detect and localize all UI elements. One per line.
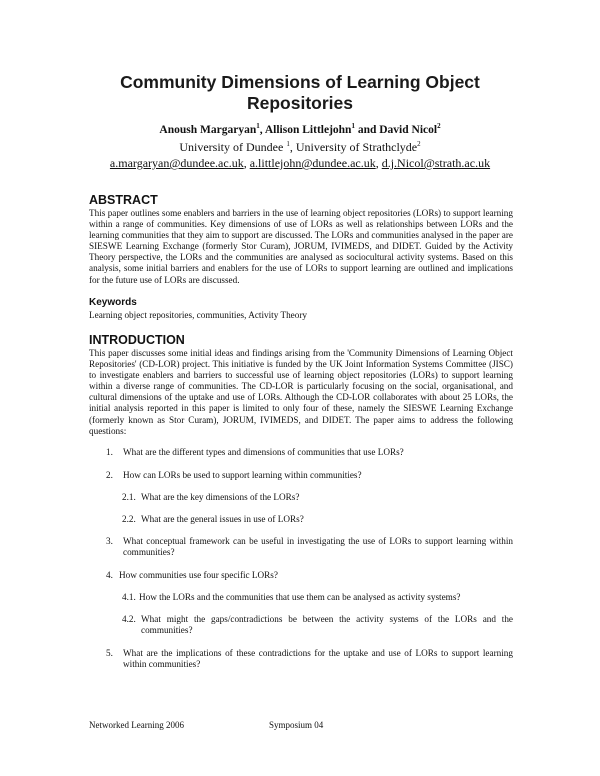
abstract-heading: ABSTRACT [89, 193, 158, 207]
author-affiliation-mark: 1 [256, 122, 260, 131]
affiliation-line [60, 140, 540, 155]
question-text: What are the key dimensions of the LORs? [141, 492, 300, 502]
question-number: 3. [106, 536, 113, 546]
email-link[interactable]: a.margaryan@dundee.ac.uk [109, 156, 244, 170]
author-separator: and [354, 124, 380, 136]
question-text: How can LORs be used to support learning within communities? [123, 470, 362, 480]
question-item [106, 570, 513, 581]
question-number: 4.2. [122, 614, 136, 624]
author-name: Allison Littlejohn [264, 124, 352, 136]
introduction-heading: INTRODUCTION [89, 333, 185, 347]
question-item [122, 492, 513, 503]
question-item [122, 592, 513, 603]
author-affiliation-mark: 2 [437, 122, 441, 131]
email-separator: , [375, 156, 382, 170]
question-item [106, 648, 513, 670]
affiliation-name: University of Dundee [179, 140, 287, 154]
question-number: 2.1. [122, 492, 136, 502]
author-name: Anoush Margaryan [159, 124, 257, 136]
email-line [60, 156, 540, 171]
question-text: What might the gaps/contradictions be between the activity systems of the LORs and the communities? [141, 614, 513, 636]
email-link[interactable]: a.littlejohn@dundee.ac.uk [249, 156, 376, 170]
question-item [122, 514, 513, 525]
question-text: How communities use four specific LORs? [119, 570, 278, 580]
email-link[interactable]: d.j.Nicol@strath.ac.uk [381, 156, 491, 170]
question-text: What are the general issues in use of LORs? [141, 514, 304, 524]
affiliation-mark: 1 [286, 140, 290, 148]
question-number: 4. [106, 570, 113, 580]
affiliation-separator: , [289, 140, 296, 154]
author-separator: , [259, 124, 265, 136]
affiliation-name: University of Strathclyde [295, 140, 418, 154]
author-affiliation-mark: 1 [351, 122, 355, 131]
introduction-text: This paper discusses some initial ideas and findings arising from the 'Community Dimensions of Learning Object Repositories' (CD-LOR) project. This initiative is funded by the UK Joint Information Systems Committee (JISC) to investigate enablers and barriers to successful use of learning object repositories (LORs) to support learning within a diverse range of communities. The CD-LOR is particularly focusing on the social, organisational, and cultural dimensions of the uptake and use of LORs. Although the CD-LOR collaborates with about 25 LORs, the initial analysis reported in this paper is limited to only four of these, namely the SIESWE Learning Exchange (formerly known as Stor Curam), JORUM, IVIMEDS, and DIDET. The paper aims to address the following questions: [89, 348, 513, 436]
question-text: What are the different types and dimensions of communities that use LORs? [123, 447, 404, 457]
keywords-text: Learning object repositories, communities, Activity Theory [89, 310, 307, 320]
email-separator: , [243, 156, 250, 170]
abstract-text: This paper outlines some enablers and barriers in the use of learning object repositories (LORs) to support learning within a range of communities. Key dimensions of use of LORs as well as relationships between LORs and the learning communities that they aim to support are discussed. The LORs and communities analysed in the paper are SIESWE Learning Exchange (formerly Stor Curam), JORUM, IVIMEDS, and DIDET. Guided by the Activity Theory perspective, the LORs and the communities are analysed as sociocultural activity systems. Based on this analysis, some initial barriers and enablers for the use of LORs to support learning are outlined and implications for the future use of LORs are discussed. [89, 208, 513, 285]
author-name: David Nicol [379, 124, 438, 136]
question-number: 2. [106, 470, 113, 480]
question-text: What conceptual framework can be useful in investigating the use of LORs to support learning within communities? [123, 536, 513, 558]
question-item [106, 447, 513, 458]
question-item [122, 614, 513, 636]
question-number: 5. [106, 648, 113, 658]
affiliation-mark: 2 [417, 140, 421, 148]
question-number: 4.1. [122, 592, 136, 602]
author-line [60, 123, 540, 137]
question-item [106, 536, 513, 558]
question-text: How the LORs and the communities that use them can be analysed as activity systems? [139, 592, 461, 602]
footer-conference: Networked Learning 2006 [89, 720, 184, 730]
question-text: What are the implications of these contradictions for the uptake and use of LORs to support learning within communities? [123, 648, 513, 670]
question-number: 2.2. [122, 514, 136, 524]
question-number: 1. [106, 447, 113, 457]
question-item [106, 470, 513, 481]
paper-title: Community Dimensions of Learning Object Repositories [120, 72, 480, 113]
footer-symposium: Symposium 04 [269, 720, 324, 730]
keywords-heading: Keywords [89, 297, 137, 308]
